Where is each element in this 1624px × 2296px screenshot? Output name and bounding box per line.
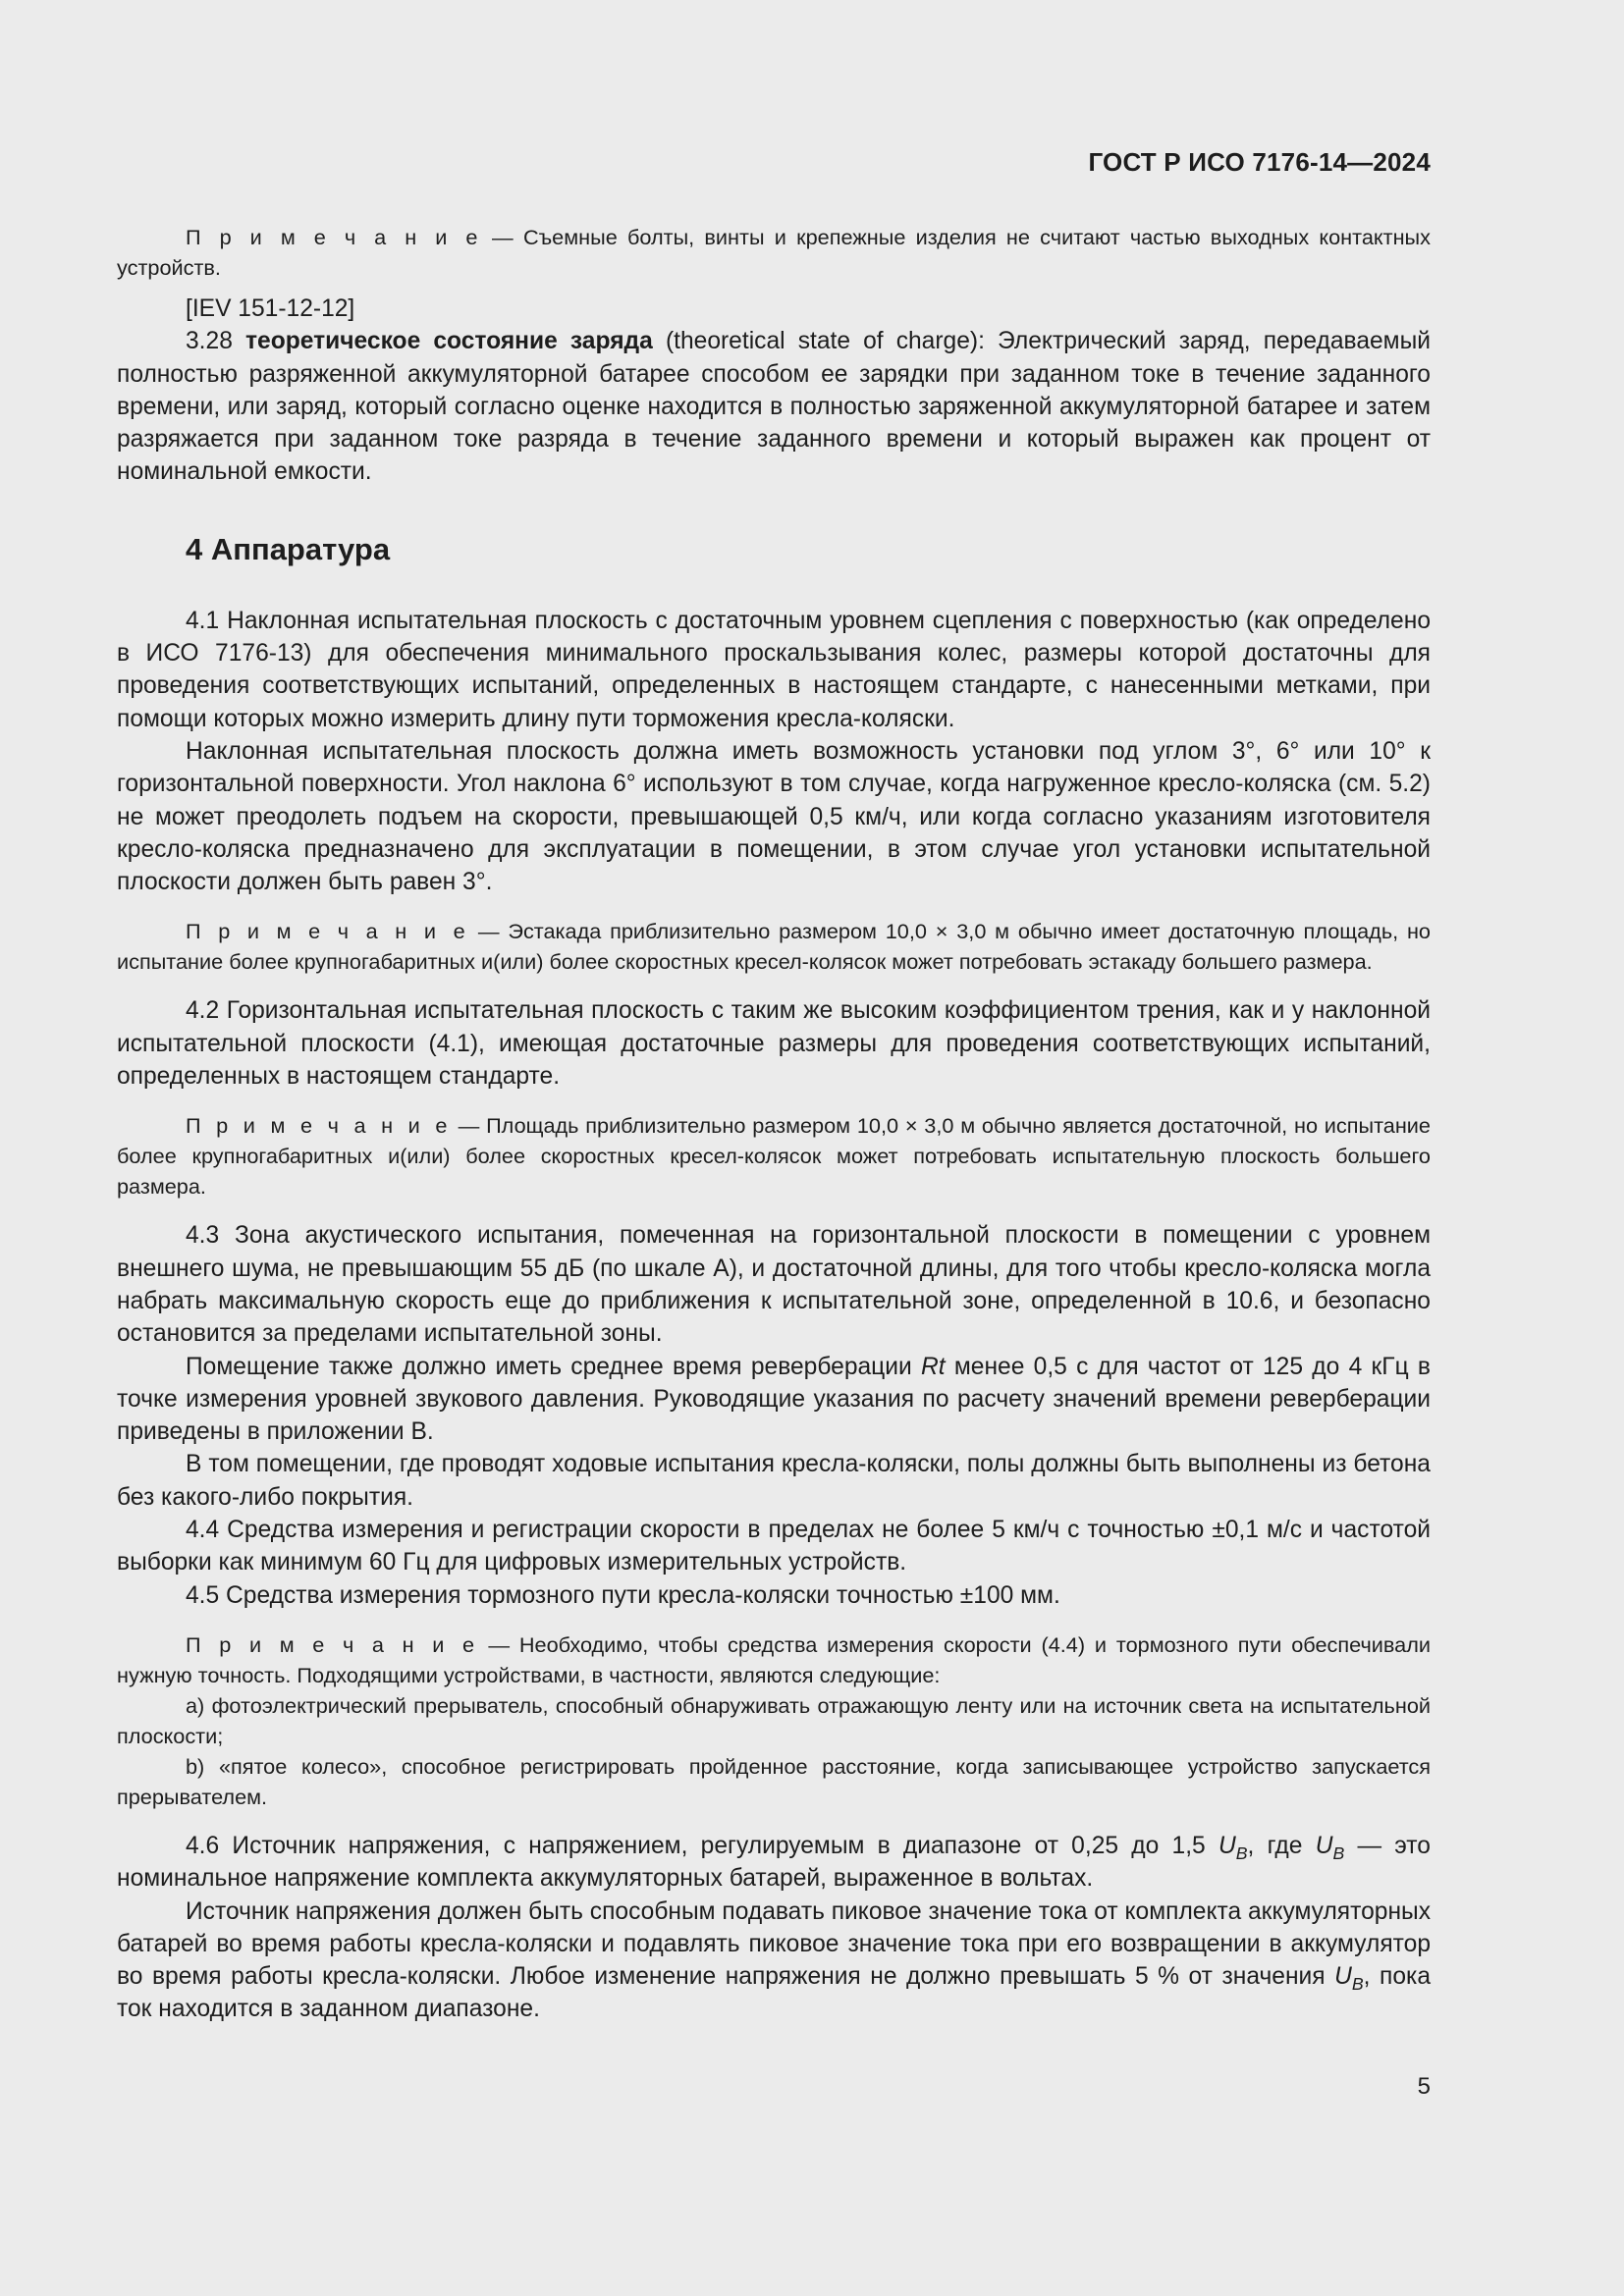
paragraph-4-1-angle: Наклонная испытательная плоскость должна иметь возможность установки под углом 3°, 6° или 10° к горизонтальной поверхности. Угол наклона 6° используют в том случае, когда нагруженное кресло-коляска (см. 5.2) не может преодолеть подъем на скорости, превышающей 0,5 км/ч, или когда согласно указаниям изготовителя кресло-коляска предназначено для эксплуатации в помещении, в этом случае угол установки испытательной плоскости должен быть равен 3°. <box>117 737 1431 896</box>
u-symbol: U <box>1315 1832 1333 1859</box>
note-horizontal-area <box>117 1110 1431 1201</box>
text-segment: Помещение также должно иметь среднее время реверберации <box>186 1353 922 1380</box>
paragraph-4-6-peak-current <box>117 1896 1431 2026</box>
paragraph-4-3-reverberation <box>117 1351 1431 1449</box>
document-code-header: ГОСТ Р ИСО 7176-14—2024 <box>1088 147 1431 177</box>
paragraph-4-5: 4.5 Средства измерения тормозного пути кресла-коляски точностью ±100 мм. <box>186 1581 1060 1609</box>
note-dash: — <box>451 1113 487 1139</box>
b-subscript: B <box>1351 1974 1364 1995</box>
note-label: П р и м е ч а н и е <box>186 1113 452 1139</box>
clause-definition: (theoretical state of charge): Электрический заряд, передаваемый полностью разряженной аккумуляторной батарее способом ее зарядки при заданном токе в течение заданного времени, или заряд, который согласно оценке находится в полностью заряженной аккумуляторной батарее и затем разряжается при заданном токе разряда в течение заданного времени и который выражен как процент от номинальной емкости. <box>117 328 1432 486</box>
clause-term: теоретическое состояние заряда <box>244 328 653 355</box>
note-label: П р и м е ч а н и е <box>186 1631 479 1657</box>
note-text: Необходимо, чтобы средства измерения скорости (4.4) и тормозного пути обеспечивали нужную точность. Подходящими устройствами, в частности, являются следующие: <box>117 1631 1431 1687</box>
paragraph-4-3-floor: В том помещении, где проводят ходовые испытания кресла-коляски, полы должны быть выполнены из бетона без какого-либо покрытия. <box>117 1451 1431 1511</box>
iev-reference: [IEV 151-12-12] <box>186 295 355 322</box>
note-text: Эстакада приблизительно размером 10,0 × 3,0 м обычно имеет достаточную площадь, но испытание более крупногабаритных и(или) более скоростных кресел-колясок может потребовать эстакаду большего размера. <box>117 919 1431 975</box>
text-segment: Источник напряжения должен быть способным подавать пиковое значение тока от комплекта аккумуляторных батарей во время работы кресла-коляски и подавлять пиковое значение тока при его возвращении в аккумулятор во время работы кресла-коляски. Любое изменение напряжения не должно превышать 5 % от значения <box>117 1897 1432 1991</box>
document-body <box>117 222 1431 2026</box>
b-subscript: B <box>1235 1843 1248 1864</box>
note-item-b: b) «пятое колесо», способное регистрировать пройденное расстояние, когда записывающее устройство запускается прерывателем. <box>117 1753 1431 1809</box>
note-item-a: a) фотоэлектрический прерыватель, способный обнаруживать отражающую ленту или на источник света на испытательной плоскости; <box>117 1692 1431 1748</box>
note-text: Площадь приблизительно размером 10,0 × 3,0 м обычно является достаточной, но испытание более крупногабаритных и(или) более скоростных кресел-колясок может потребовать испытательную плоскость большего размера. <box>117 1113 1431 1200</box>
note-removable-bolts <box>117 222 1431 283</box>
b-subscript: B <box>1332 1843 1345 1864</box>
note-dash: — <box>478 1631 519 1657</box>
text-segment: менее 0,5 с для частот от 125 до 4 кГц в точке измерения уровней звукового давления. Руководящие указания по расчету значений времени реверберации приведены в приложении В. <box>117 1353 1431 1446</box>
text-segment: , где <box>1247 1832 1316 1859</box>
u-symbol: U <box>1218 1832 1236 1859</box>
text-segment: 4.6 Источник напряжения, с напряжением, регулируемым в диапазоне от 0,25 до 1,5 <box>186 1832 1218 1859</box>
note-text: Съемные болты, винты и крепежные изделия не считают частью выходных контактных устройств. <box>117 225 1431 280</box>
note-measurement-devices <box>117 1629 1431 1690</box>
section-heading-apparatus: 4 Аппаратура <box>186 531 391 566</box>
note-dash: — <box>481 225 523 249</box>
page-number: 5 <box>1417 2073 1431 2100</box>
clause-number: 3.28 <box>186 328 245 355</box>
note-dash: — <box>469 919 509 944</box>
paragraph-4-6 <box>117 1830 1431 1896</box>
note-label: П р и м е ч а н и е <box>186 225 482 249</box>
text-segment: — это номинальное напряжение комплекта аккумуляторных батарей, выраженное в вольтах. <box>117 1832 1431 1893</box>
note-label: П р и м е ч а н и е <box>186 919 470 944</box>
text-segment: , пока ток находится в заданном диапазоне. <box>117 1963 1431 2023</box>
paragraph-4-1: 4.1 Наклонная испытательная плоскость с достаточным уровнем сцепления с поверхностью (как определено в ИСО 7176-13) для обеспечения минимального проскальзывания колес, размеры которой достаточны для проведения соответствующих испытаний, определенных в настоящем стандарте, с нанесенными метками, при помощи которых можно измерить длину пути торможения кресла-коляски. <box>117 607 1431 732</box>
paragraph-4-3: 4.3 Зона акустического испытания, помеченная на горизонтальной плоскости в помещении с уровнем внешнего шума, не превышающим 55 дБ (по шкале А), и достаточной длины, для того чтобы кресло-коляска могла набрать максимальную скорость еще до приближения к испытательной зоне, определенной в 10.6, и безопасно остановится за пределами испытательной зоны. <box>117 1222 1431 1348</box>
u-symbol: U <box>1334 1963 1352 1991</box>
clause-3-28 <box>117 325 1431 488</box>
note-ramp-size <box>117 916 1431 977</box>
document-page <box>117 0 1431 2296</box>
paragraph-4-2: 4.2 Горизонтальная испытательная плоскость с таким же высоким коэффициентом трения, как и у наклонной испытательной плоскости (4.1), имеющая достаточные размеры для проведения соответствующих испытаний, определенных в настоящем стандарте. <box>117 997 1431 1091</box>
paragraph-4-4: 4.4 Средства измерения и регистрации скорости в пределах не более 5 км/ч с точностью ±0,1 м/с и частотой выборки как минимум 60 Гц для цифровых измерительных устройств. <box>117 1517 1431 1576</box>
rt-symbol: Rt <box>921 1353 946 1380</box>
